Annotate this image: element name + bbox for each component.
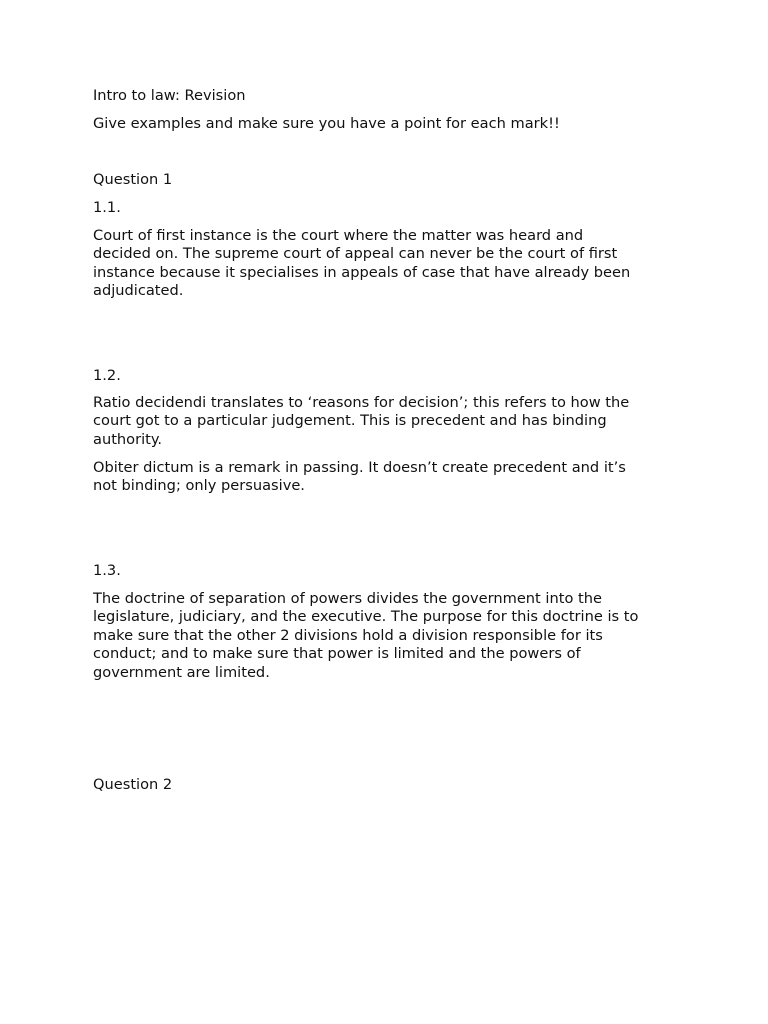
instruction-text: Give examples and make sure you have a point for each mark!!: [93, 115, 560, 132]
question-1-2-ratio-answer: [93, 394, 693, 449]
answer-line: not binding; only persuasive.: [93, 477, 305, 495]
answer-line: decided on. The supreme court of appeal can never be the court of first: [93, 245, 618, 263]
document-title: Intro to law: Revision: [93, 87, 246, 104]
question-1-2-number: 1.2.: [93, 367, 121, 384]
question-1-2-obiter-answer: [93, 459, 693, 496]
answer-line: The doctrine of separation of powers divides the government into the: [93, 590, 602, 607]
question-1-heading: Question 1: [93, 171, 173, 188]
answer-line: instance because it specialises in appeals of case that have already been: [93, 263, 631, 281]
question-1-3-number: 1.3.: [93, 562, 121, 579]
answer-line: Court of first instance is the court where the matter was heard and: [93, 227, 584, 244]
answer-line: government are limited.: [93, 663, 270, 681]
answer-line: conduct; and to make sure that power is limited and the powers of: [93, 645, 581, 663]
question-1-1-answer: [93, 227, 693, 301]
answer-line: make sure that the other 2 divisions hold a division responsible for its: [93, 626, 603, 644]
answer-line: authority.: [93, 430, 163, 448]
question-1-1-number: 1.1.: [93, 199, 121, 216]
answer-line: court got to a particular judgement. This is precedent and has binding: [93, 412, 607, 430]
answer-line: legislature, judiciary, and the executive. The purpose for this doctrine is to: [93, 608, 639, 626]
answer-line: adjudicated.: [93, 282, 184, 300]
answer-line: Obiter dictum is a remark in passing. It doesn’t create precedent and it’s: [93, 459, 626, 476]
answer-line: Ratio decidendi translates to ‘reasons for decision’; this refers to how the: [93, 394, 630, 411]
question-2-heading: Question 2: [93, 776, 173, 793]
question-1-3-answer: [93, 590, 693, 682]
